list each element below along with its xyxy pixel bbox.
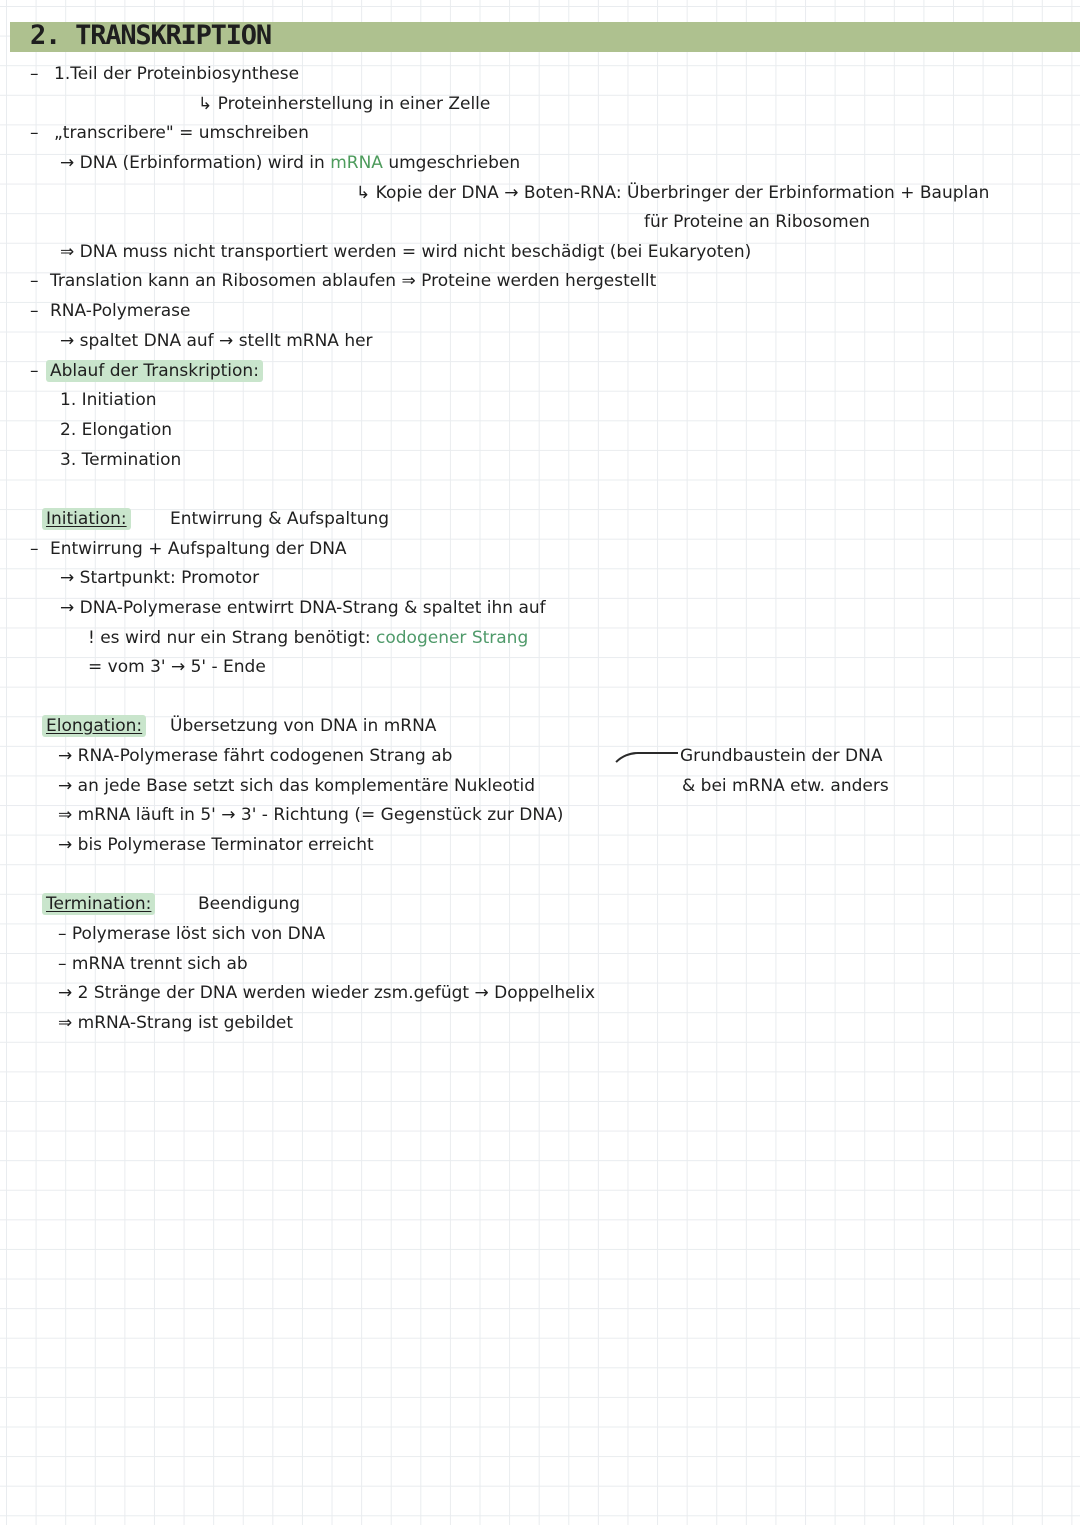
termination-line-4: ⇒ mRNA-Strang ist gebildet bbox=[58, 1013, 294, 1033]
line-spaltet: → spaltet DNA auf → stellt mRNA her bbox=[60, 331, 373, 351]
elongation-line-3: ⇒ mRNA läuft in 5' → 3' - Richtung (= Gegenstück zur DNA) bbox=[58, 805, 564, 825]
codogener-strang-term: codogener Strang bbox=[376, 628, 529, 648]
initiation-line-4 bbox=[88, 627, 528, 649]
step-initiation: 1. Initiation bbox=[60, 390, 157, 410]
bullet-dash: – bbox=[30, 539, 39, 559]
elongation-line-2: → an jede Base setzt sich das komplementäre Nukleotid bbox=[58, 776, 536, 796]
elongation-line-1: → RNA-Polymerase fährt codogenen Strang ab bbox=[58, 746, 453, 766]
annotation-arc bbox=[606, 752, 678, 784]
bullet-dash: – bbox=[30, 123, 39, 143]
line-dna-part3: umgeschrieben bbox=[388, 153, 521, 173]
termination-line-1: – Polymerase löst sich von DNA bbox=[58, 924, 326, 944]
initiation-line-5: = vom 3' → 5' - Ende bbox=[88, 657, 266, 677]
side-note-1: Grundbaustein der DNA bbox=[680, 746, 883, 766]
elongation-heading: Elongation: bbox=[42, 715, 146, 737]
line-transcribere: „transcribere" = umschreiben bbox=[54, 123, 309, 143]
line-translation: Translation kann an Ribosomen ablaufen ⇒ Proteine werden hergestellt bbox=[50, 271, 657, 291]
mrna-term: mRNA bbox=[330, 153, 383, 173]
step-elongation: 2. Elongation bbox=[60, 420, 173, 440]
line-dna-part1: → DNA (Erbinformation) wird in bbox=[60, 153, 325, 173]
page-title: 2. TRANSKRIPTION bbox=[30, 20, 271, 51]
initiation-line-3: → DNA-Polymerase entwirrt DNA-Strang & spaltet ihn auf bbox=[60, 598, 546, 618]
line-dna-umgeschrieben bbox=[60, 152, 520, 174]
initiation-line-2: → Startpunkt: Promotor bbox=[60, 568, 260, 588]
line-dna-transport: ⇒ DNA muss nicht transportiert werden = wird nicht beschädigt (bei Eukaryoten) bbox=[60, 242, 752, 262]
initiation-heading: Initiation: bbox=[42, 508, 131, 530]
bullet-dash: – bbox=[30, 64, 39, 84]
termination-line-2: – mRNA trennt sich ab bbox=[58, 954, 248, 974]
elongation-line-4: → bis Polymerase Terminator erreicht bbox=[58, 835, 374, 855]
termination-line-3: → 2 Stränge der DNA werden wieder zsm.gefügt → Doppelhelix bbox=[58, 983, 596, 1003]
side-note-2: & bei mRNA etw. anders bbox=[682, 776, 889, 796]
termination-subtitle: Beendigung bbox=[198, 894, 300, 914]
ablauf-heading: Ablauf der Transkription: bbox=[46, 360, 263, 382]
step-termination: 3. Termination bbox=[60, 450, 182, 470]
initiation-line-4-text: ! es wird nur ein Strang benötigt: bbox=[88, 628, 371, 648]
line-rna-polymerase: RNA-Polymerase bbox=[50, 301, 191, 321]
initiation-subtitle: Entwirrung & Aufspaltung bbox=[170, 509, 390, 529]
line-teil: 1.Teil der Proteinbiosynthese bbox=[54, 64, 300, 84]
line-kopie: ↳ Kopie der DNA → Boten-RNA: Überbringer der Erbinformation + Bauplan bbox=[356, 183, 990, 203]
bullet-dash: – bbox=[30, 271, 39, 291]
line-proteinherstellung: ↳ Proteinherstellung in einer Zelle bbox=[198, 94, 491, 114]
elongation-subtitle: Übersetzung von DNA in mRNA bbox=[170, 716, 437, 736]
bullet-dash: – bbox=[30, 361, 39, 381]
line-fuer-proteine: für Proteine an Ribosomen bbox=[644, 212, 870, 232]
initiation-line-1: Entwirrung + Aufspaltung der DNA bbox=[50, 539, 347, 559]
termination-heading: Termination: bbox=[42, 893, 155, 915]
bullet-dash: – bbox=[30, 301, 39, 321]
